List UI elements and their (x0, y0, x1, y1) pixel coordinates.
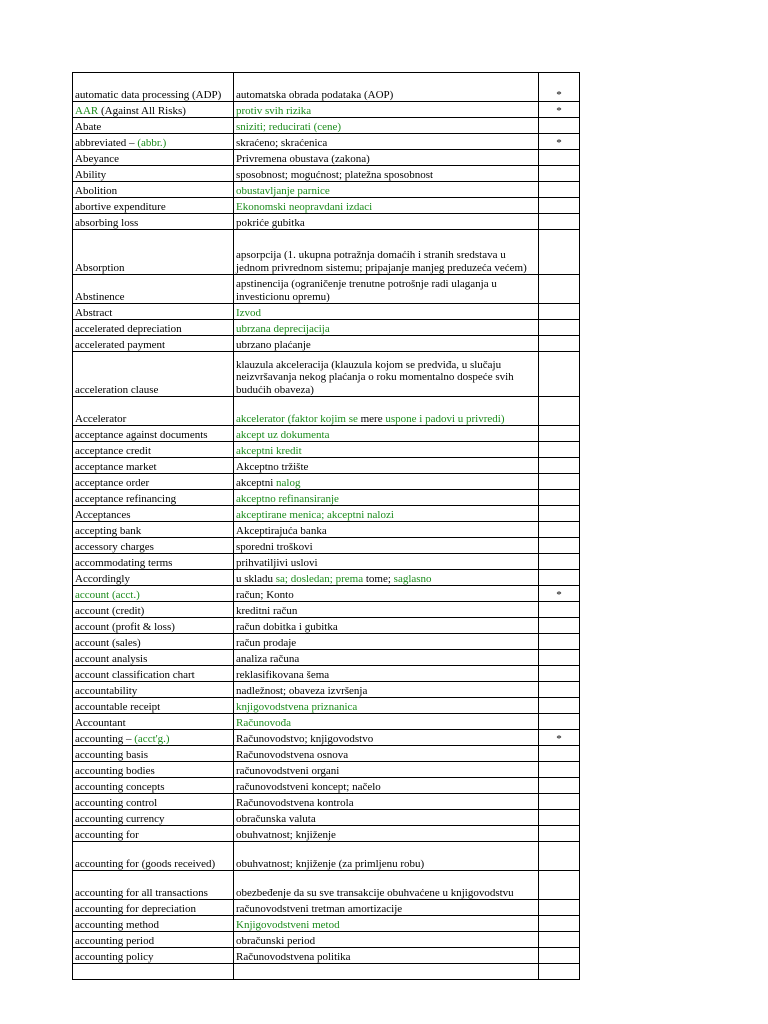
marker-cell: * (539, 586, 580, 602)
translation-cell: Izvod (234, 304, 539, 320)
term-cell: automatic data processing (ADP) (73, 73, 234, 102)
table-row (73, 714, 580, 730)
table-row (73, 102, 580, 118)
marker-cell (539, 778, 580, 794)
term-cell: accounting basis (73, 746, 234, 762)
translation-cell: obezbeđenje da su sve transakcije obuhvaćene u knjigovodstvu (234, 871, 539, 900)
term-cell: account classification chart (73, 666, 234, 682)
translation-cell: ubrzana deprecijacija (234, 320, 539, 336)
table-row (73, 442, 580, 458)
marker-cell (539, 570, 580, 586)
translation-cell: reklasifikovana šema (234, 666, 539, 682)
translation-cell: računovodstveni koncept; načelo (234, 778, 539, 794)
translation-cell: Akceptno tržište (234, 458, 539, 474)
translation-cell: obustavljanje parnice (234, 182, 539, 198)
term-cell: accounting control (73, 794, 234, 810)
term-cell: accountable receipt (73, 698, 234, 714)
marker-cell: * (539, 102, 580, 118)
translation-cell: prihvatiljivi uslovi (234, 554, 539, 570)
table-row (73, 73, 580, 102)
translation-cell: kreditni račun (234, 602, 539, 618)
term-cell: accounting period (73, 932, 234, 948)
marker-cell (539, 900, 580, 916)
translation-cell: obuhvatnost; knjiženje (za primljenu robu) (234, 842, 539, 871)
term-cell: account (sales) (73, 634, 234, 650)
term-cell: account analysis (73, 650, 234, 666)
table-row (73, 634, 580, 650)
translation-cell: akceptni kredit (234, 442, 539, 458)
translation-cell: Računovodstvo; knjigovodstvo (234, 730, 539, 746)
marker-cell: * (539, 134, 580, 150)
table-row (73, 916, 580, 932)
table-row (73, 506, 580, 522)
term-cell: Acceptances (73, 506, 234, 522)
table-row (73, 650, 580, 666)
glossary-body (73, 73, 580, 980)
table-row (73, 810, 580, 826)
table-row (73, 842, 580, 871)
marker-cell (539, 794, 580, 810)
marker-cell (539, 214, 580, 230)
term-cell: Abate (73, 118, 234, 134)
marker-cell (539, 442, 580, 458)
marker-cell (539, 150, 580, 166)
glossary-sheet (72, 72, 580, 980)
marker-cell (539, 826, 580, 842)
translation-cell: račun; Konto (234, 586, 539, 602)
term-cell: Abolition (73, 182, 234, 198)
term-cell: acceleration clause (73, 352, 234, 397)
term-cell: AAR (Against All Risks) (73, 102, 234, 118)
table-row (73, 134, 580, 150)
translation-cell: nadležnost; obaveza izvršenja (234, 682, 539, 698)
translation-cell: račun dobitka i gubitka (234, 618, 539, 634)
translation-cell: Računovodstvena politika (234, 948, 539, 964)
term-cell: accounting policy (73, 948, 234, 964)
marker-cell (539, 634, 580, 650)
term-cell: accounting for all transactions (73, 871, 234, 900)
table-row (73, 871, 580, 900)
table-row (73, 182, 580, 198)
term-cell: abortive expenditure (73, 198, 234, 214)
marker-cell (539, 506, 580, 522)
translation-cell: Akceptirajuća banka (234, 522, 539, 538)
table-row (73, 746, 580, 762)
table-row (73, 304, 580, 320)
marker-cell (539, 336, 580, 352)
marker-cell (539, 948, 580, 964)
table-row (73, 762, 580, 778)
table-row (73, 166, 580, 182)
translation-cell: računovodstveni organi (234, 762, 539, 778)
term-cell: acceptance market (73, 458, 234, 474)
marker-cell (539, 166, 580, 182)
term-cell: accounting for (goods received) (73, 842, 234, 871)
marker-cell (539, 762, 580, 778)
translation-cell: akceptirane menica; akceptni nalozi (234, 506, 539, 522)
term-cell: accepting bank (73, 522, 234, 538)
marker-cell (539, 698, 580, 714)
table-row (73, 618, 580, 634)
term-cell: Absorption (73, 230, 234, 275)
table-row (73, 666, 580, 682)
translation-cell: apstinencija (ograničenje trenutne potrošnje radi ulaganja u investicionu opremu) (234, 275, 539, 304)
marker-cell (539, 118, 580, 134)
term-cell: Ability (73, 166, 234, 182)
translation-cell: obračunska valuta (234, 810, 539, 826)
table-row (73, 682, 580, 698)
marker-cell (539, 602, 580, 618)
marker-cell (539, 810, 580, 826)
term-cell: account (profit & loss) (73, 618, 234, 634)
table-row (73, 900, 580, 916)
term-cell: accommodating terms (73, 554, 234, 570)
translation-cell: akceptno refinansiranje (234, 490, 539, 506)
translation-cell: klauzula akceleracija (klauzula kojom se predviđa, u slučaju neizvršavanja nekog plaćanja o roku momentalno dospeće svih budućih obaveza) (234, 352, 539, 397)
translation-cell: račun prodaje (234, 634, 539, 650)
table-row (73, 586, 580, 602)
marker-cell (539, 198, 580, 214)
marker-cell (539, 916, 580, 932)
translation-cell: Računovodstvena osnova (234, 746, 539, 762)
table-row (73, 150, 580, 166)
term-cell: accountability (73, 682, 234, 698)
translation-cell: obračunski period (234, 932, 539, 948)
term-cell: accounting method (73, 916, 234, 932)
table-row (73, 118, 580, 134)
term-cell: accelerated depreciation (73, 320, 234, 336)
marker-cell: * (539, 730, 580, 746)
translation-cell: knjigovodstvena priznanica (234, 698, 539, 714)
term-cell: accounting for depreciation (73, 900, 234, 916)
table-row (73, 570, 580, 586)
table-row (73, 602, 580, 618)
marker-cell (539, 426, 580, 442)
marker-cell (539, 352, 580, 397)
translation-cell: ubrzano plaćanje (234, 336, 539, 352)
table-row (73, 730, 580, 746)
table-row (73, 948, 580, 964)
translation-cell: akceptni nalog (234, 474, 539, 490)
translation-cell: računovodstveni tretman amortizacije (234, 900, 539, 916)
marker-cell (539, 932, 580, 948)
translation-cell (234, 964, 539, 980)
marker-cell (539, 746, 580, 762)
term-cell: account (credit) (73, 602, 234, 618)
term-cell: acceptance order (73, 474, 234, 490)
term-cell: Accordingly (73, 570, 234, 586)
term-cell: Accountant (73, 714, 234, 730)
table-row (73, 964, 580, 980)
table-row (73, 458, 580, 474)
translation-cell: skraćeno; skraćenica (234, 134, 539, 150)
translation-cell: u skladu sa; dosledan; prema tome; saglasno (234, 570, 539, 586)
table-row (73, 522, 580, 538)
marker-cell (539, 320, 580, 336)
table-row (73, 336, 580, 352)
translation-cell: obuhvatnost; knjiženje (234, 826, 539, 842)
table-row (73, 230, 580, 275)
marker-cell (539, 964, 580, 980)
marker-cell (539, 230, 580, 275)
translation-cell: sporedni troškovi (234, 538, 539, 554)
marker-cell (539, 554, 580, 570)
table-row (73, 698, 580, 714)
term-cell: Abeyance (73, 150, 234, 166)
translation-cell: Knjigovodstveni metod (234, 916, 539, 932)
glossary-table (72, 72, 580, 980)
term-cell: accounting currency (73, 810, 234, 826)
table-row (73, 490, 580, 506)
marker-cell: * (539, 73, 580, 102)
translation-cell: automatska obrada podataka (AOP) (234, 73, 539, 102)
marker-cell (539, 618, 580, 634)
table-row (73, 352, 580, 397)
table-row (73, 826, 580, 842)
table-row (73, 554, 580, 570)
translation-cell: analiza računa (234, 650, 539, 666)
marker-cell (539, 682, 580, 698)
translation-cell: akcept uz dokumenta (234, 426, 539, 442)
term-cell: accounting – (acct'g.) (73, 730, 234, 746)
translation-cell: pokriće gubitka (234, 214, 539, 230)
table-row (73, 198, 580, 214)
term-cell: accounting for (73, 826, 234, 842)
marker-cell (539, 666, 580, 682)
translation-cell: sposobnost; mogućnost; platežna sposobnost (234, 166, 539, 182)
term-cell: acceptance credit (73, 442, 234, 458)
term-cell: Abstract (73, 304, 234, 320)
marker-cell (539, 871, 580, 900)
translation-cell: Privremena obustava (zakona) (234, 150, 539, 166)
translation-cell: protiv svih rizika (234, 102, 539, 118)
term-cell: accounting concepts (73, 778, 234, 794)
translation-cell: Računovodstvena kontrola (234, 794, 539, 810)
marker-cell (539, 522, 580, 538)
marker-cell (539, 304, 580, 320)
table-row (73, 214, 580, 230)
term-cell: accounting bodies (73, 762, 234, 778)
marker-cell (539, 397, 580, 426)
term-cell: absorbing loss (73, 214, 234, 230)
term-cell (73, 964, 234, 980)
translation-cell: sniziti; reducirati (cene) (234, 118, 539, 134)
term-cell: accelerated payment (73, 336, 234, 352)
marker-cell (539, 490, 580, 506)
term-cell: acceptance refinancing (73, 490, 234, 506)
marker-cell (539, 474, 580, 490)
table-row (73, 275, 580, 304)
marker-cell (539, 182, 580, 198)
term-cell: account (acct.) (73, 586, 234, 602)
translation-cell: apsorpcija (1. ukupna potražnja domaćih i stranih sredstava u jednom privrednom sistemu; pripajanje manjeg preduzeća većem) (234, 230, 539, 275)
marker-cell (539, 538, 580, 554)
table-row (73, 426, 580, 442)
term-cell: abbreviated – (abbr.) (73, 134, 234, 150)
table-row (73, 778, 580, 794)
marker-cell (539, 275, 580, 304)
marker-cell (539, 650, 580, 666)
marker-cell (539, 842, 580, 871)
translation-cell: Ekonomski neopravdani izdaci (234, 198, 539, 214)
term-cell: acceptance against documents (73, 426, 234, 442)
table-row (73, 794, 580, 810)
table-row (73, 932, 580, 948)
term-cell: Abstinence (73, 275, 234, 304)
translation-cell: Računovođa (234, 714, 539, 730)
table-row (73, 474, 580, 490)
marker-cell (539, 458, 580, 474)
marker-cell (539, 714, 580, 730)
table-row (73, 538, 580, 554)
term-cell: accessory charges (73, 538, 234, 554)
table-row (73, 320, 580, 336)
table-row (73, 397, 580, 426)
term-cell: Accelerator (73, 397, 234, 426)
translation-cell: akcelerator (faktor kojim se mere uspone i padovi u privredi) (234, 397, 539, 426)
